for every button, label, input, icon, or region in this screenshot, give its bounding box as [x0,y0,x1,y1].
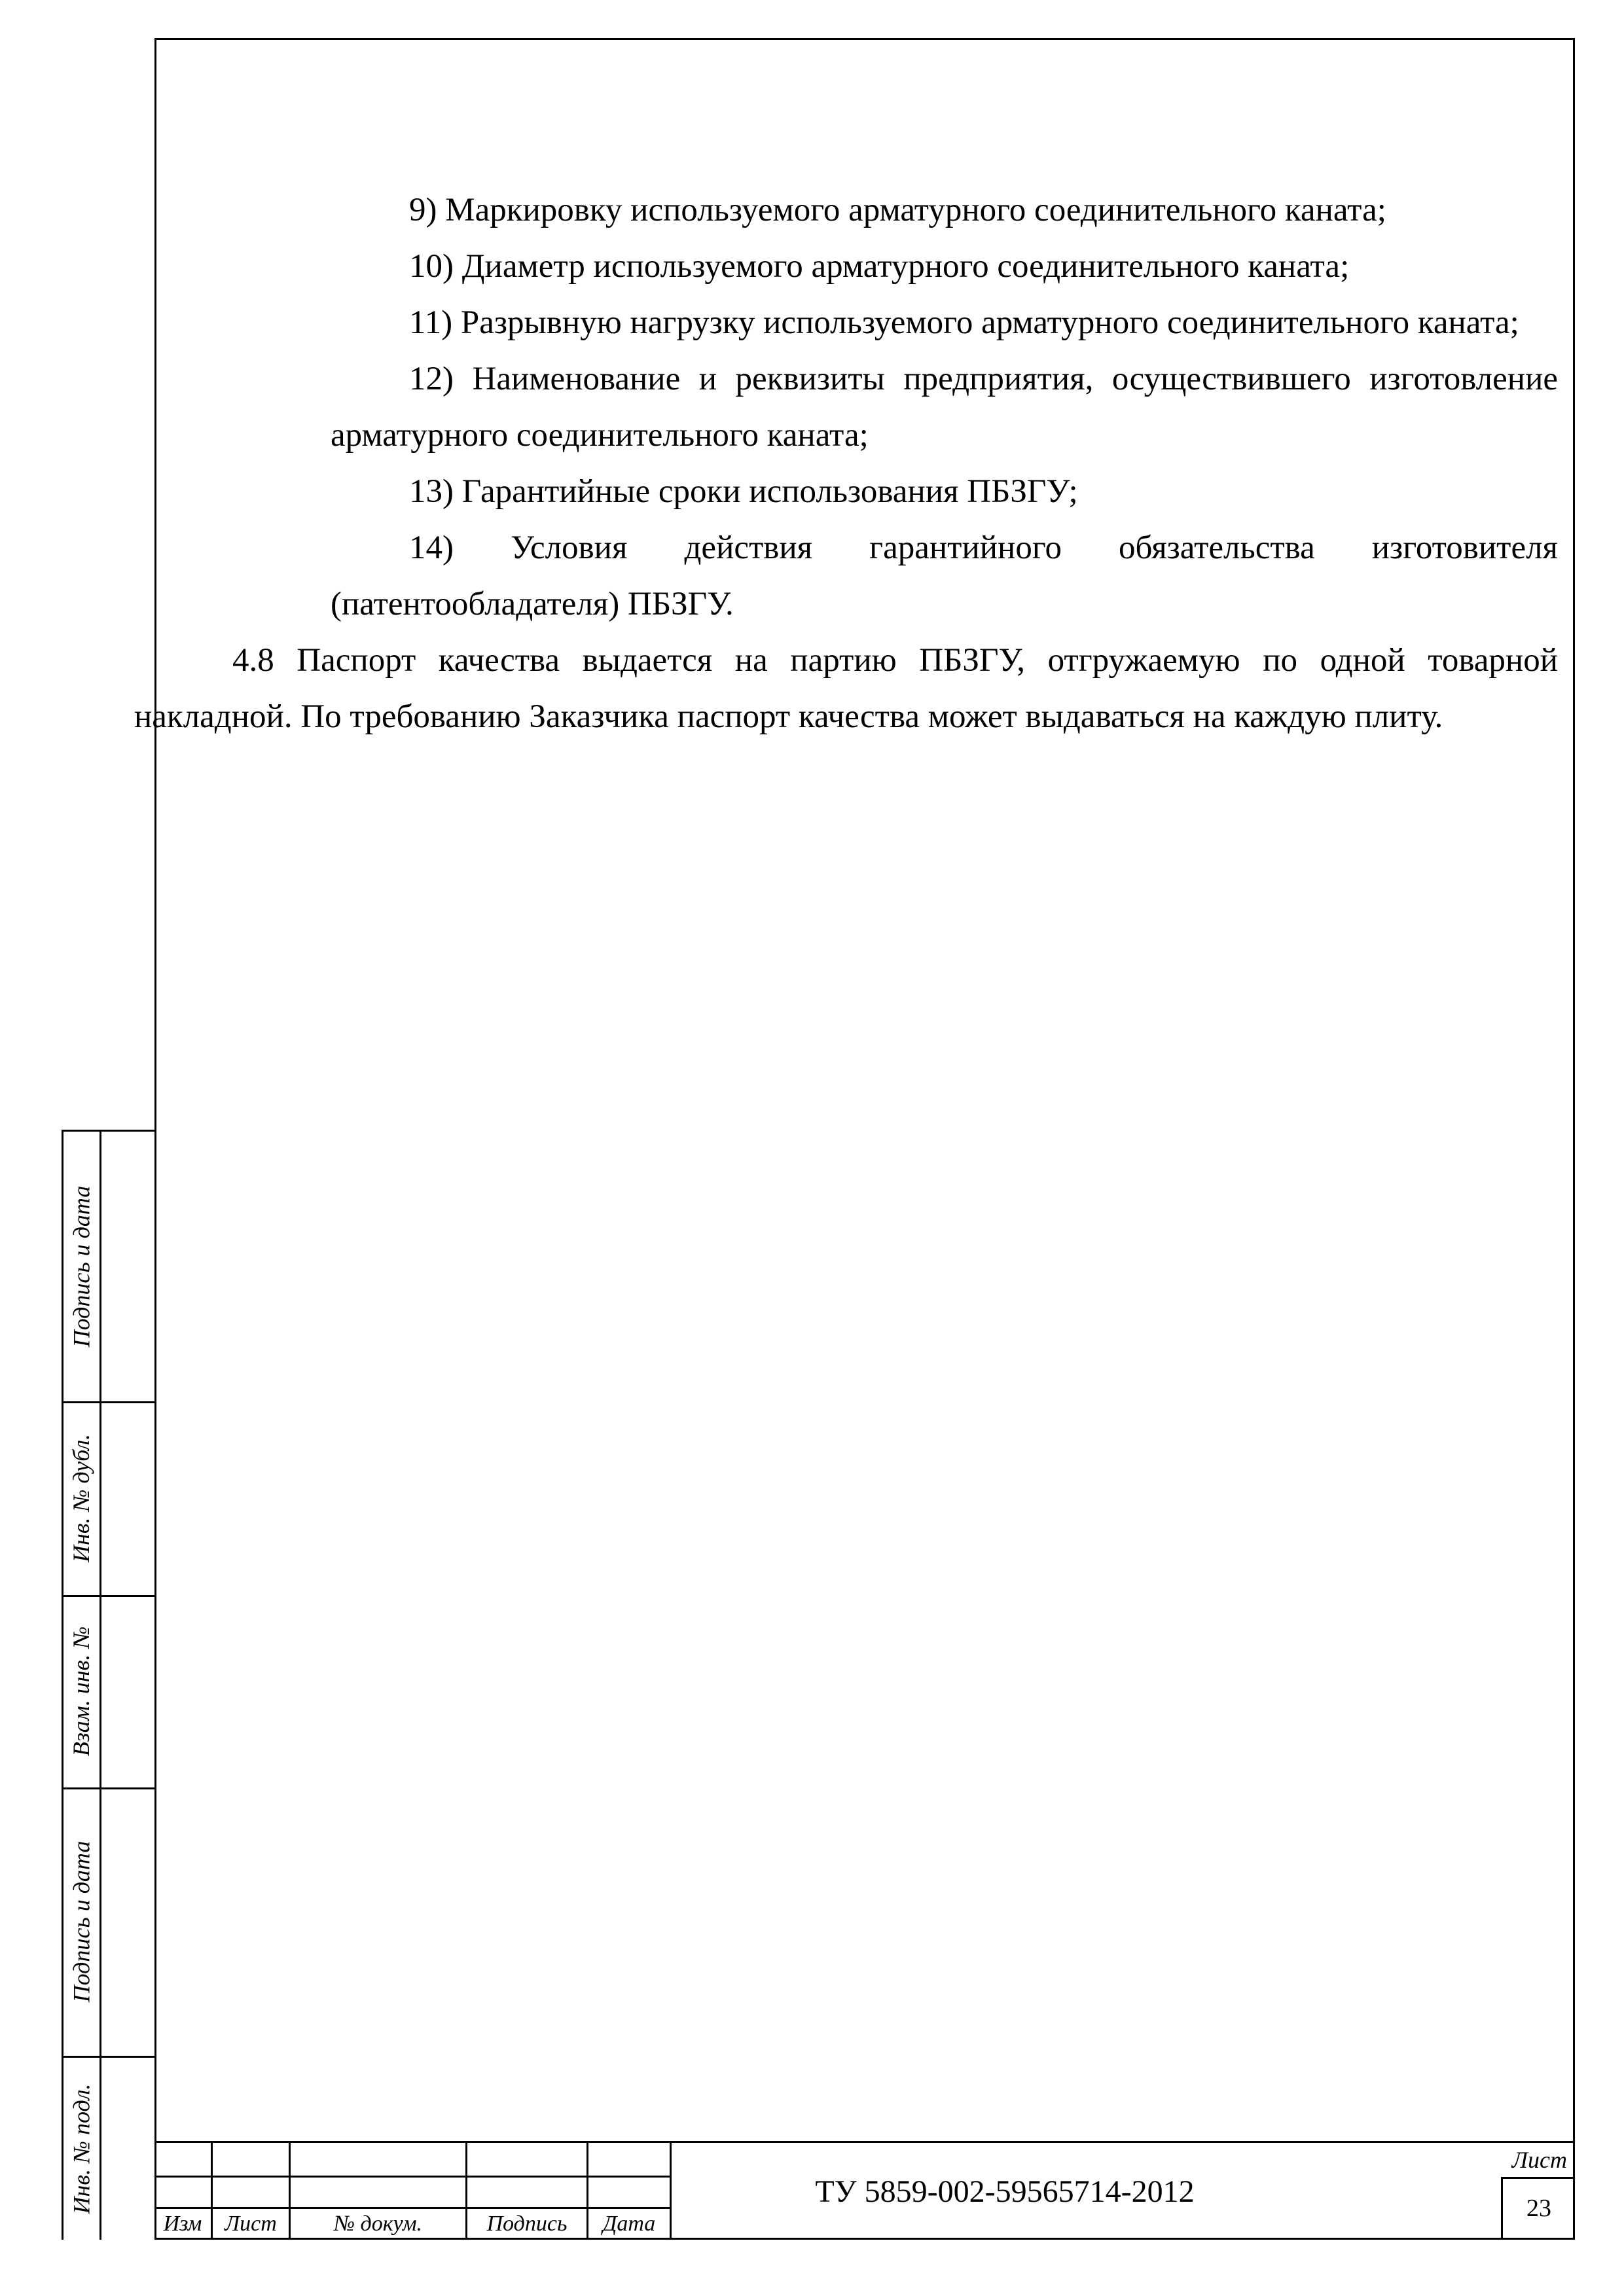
side-label-replace-inv: Взам. инв. № [68,1626,95,1757]
list-item: 11) Разрывную нагрузку используемого арматурного соединительного каната; [409,304,1519,341]
col-caption-list: Лист [225,2212,277,2236]
side-label-orig-inv: Инв. № подл. [68,2083,95,2214]
side-stamp [62,1130,156,2240]
side-label-signature-date-2: Подпись и дата [68,1840,95,2003]
list-item: 10) Диаметр используемого арматурного соединительного каната; [409,248,1350,285]
list-item: 9) Маркировку используемого арматурного соединительного каната; [409,192,1386,228]
side-label-signature-date: Подпись и дата [68,1185,95,1348]
list-item: 13) Гарантийные сроки использования ПБЗГУ; [409,473,1078,510]
document-body [134,182,1558,745]
paragraph-4-8: 4.8 Паспорт качества выдается на партию ПБЗГУ, отгружаемую по одной товарной накладной. По требованию Заказчика паспорт качества может выдаваться на каждую плиту. [134,642,1558,735]
list-item: 12) Наименование и реквизиты предприятия, осуществившего изготовление арматурного соединительного каната; [331,361,1558,454]
title-block [154,2141,1575,2242]
document-code: ТУ 5859-002-59565714-2012 [815,2174,1195,2209]
col-caption-date: Дата [602,2212,656,2236]
side-label-dup-inv: Инв. № дубл. [68,1433,95,1563]
sheet-label: Лист [1511,2147,1567,2173]
col-caption-izm: Изм [163,2212,202,2236]
sheet-number: 23 [1526,2195,1551,2222]
list-item: 14) Условия действия гарантийного обязательства изготовителя (патентообладателя) ПБЗГУ. [331,529,1558,622]
col-caption-signature: Подпись [486,2212,568,2236]
col-caption-doc-number: № докум. [333,2212,423,2236]
